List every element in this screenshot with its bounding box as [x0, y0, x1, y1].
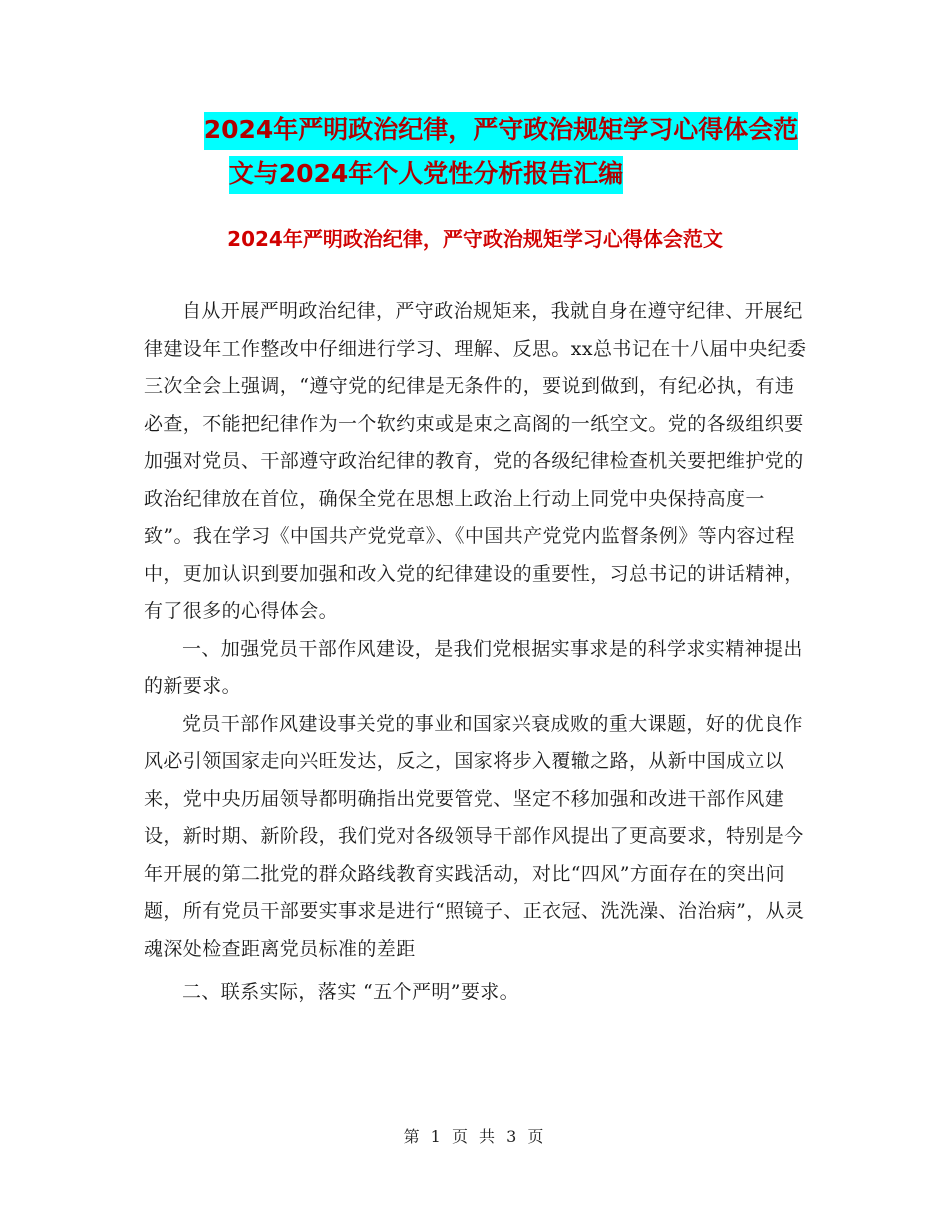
section-title: 2024年严明政治纪律，严守政治规矩学习心得体会范文	[227, 227, 723, 251]
title-highlight: 2024年严明政治纪律，严守政治规矩学习心得体会范	[204, 112, 799, 150]
document-body	[144, 293, 812, 1012]
paragraph: 二、联系实际，落实 “五个严明”要求。	[182, 981, 520, 1003]
paragraph: 自从开展严明政治纪律，严守政治规矩来，我就自身在遵守纪律、开展纪律建设年工作整改中仔细进行学习、理解、反思。xx总书记在十八届中央纪委三次全会上强调，“遵守党的纪律是无条件的，要说到做到，有纪必执，有违必查，不能把纪律作为一个软约束或是束之高阁的一纸空文。党的各级组织要加强对党员、干部遵守政治纪律的教育，党的各级纪律检查机关要把维护党的政治纪律放在首位，确保全党在思想上政治上行动上同党中央保持高度一致”。我在学习《中国共产党党章》、《中国共产党党内监督条例》等内容过程中，更加认识到要加强和改入党的纪律建设的重要性，习总书记的讲话精神，有了很多的心得体会。	[144, 300, 807, 622]
document-title-line2	[0, 152, 901, 196]
title-highlight: 文与2024年个人党性分析报告汇编	[229, 156, 624, 194]
page-number-footer: 第 1 页 共 3 页	[403, 1127, 547, 1146]
paragraph: 党员干部作风建设事关党的事业和国家兴衰成败的重大课题，好的优良作风必引领国家走向兴旺发达，反之，国家将步入覆辙之路，从新中国成立以来，党中央历届领导都明确指出党要管党、坚定不移加强和改进干部作风建设，新时期、新阶段，我们党对各级领导干部作风提出了更高要求，特别是今年开展的第二批党的群众路线教育实践活动，对比“四风”方面存在的突出问题，所有党员干部要实事求是进行“照镜子、正衣冠、洗洗澡、治治病”，从灵魂深处检查距离党员标准的差距	[144, 712, 805, 960]
paragraph: 一、加强党员干部作风建设，是我们党根据实事求是的科学求实精神提出的新要求。	[144, 637, 803, 697]
document-title-line1	[26, 108, 950, 152]
